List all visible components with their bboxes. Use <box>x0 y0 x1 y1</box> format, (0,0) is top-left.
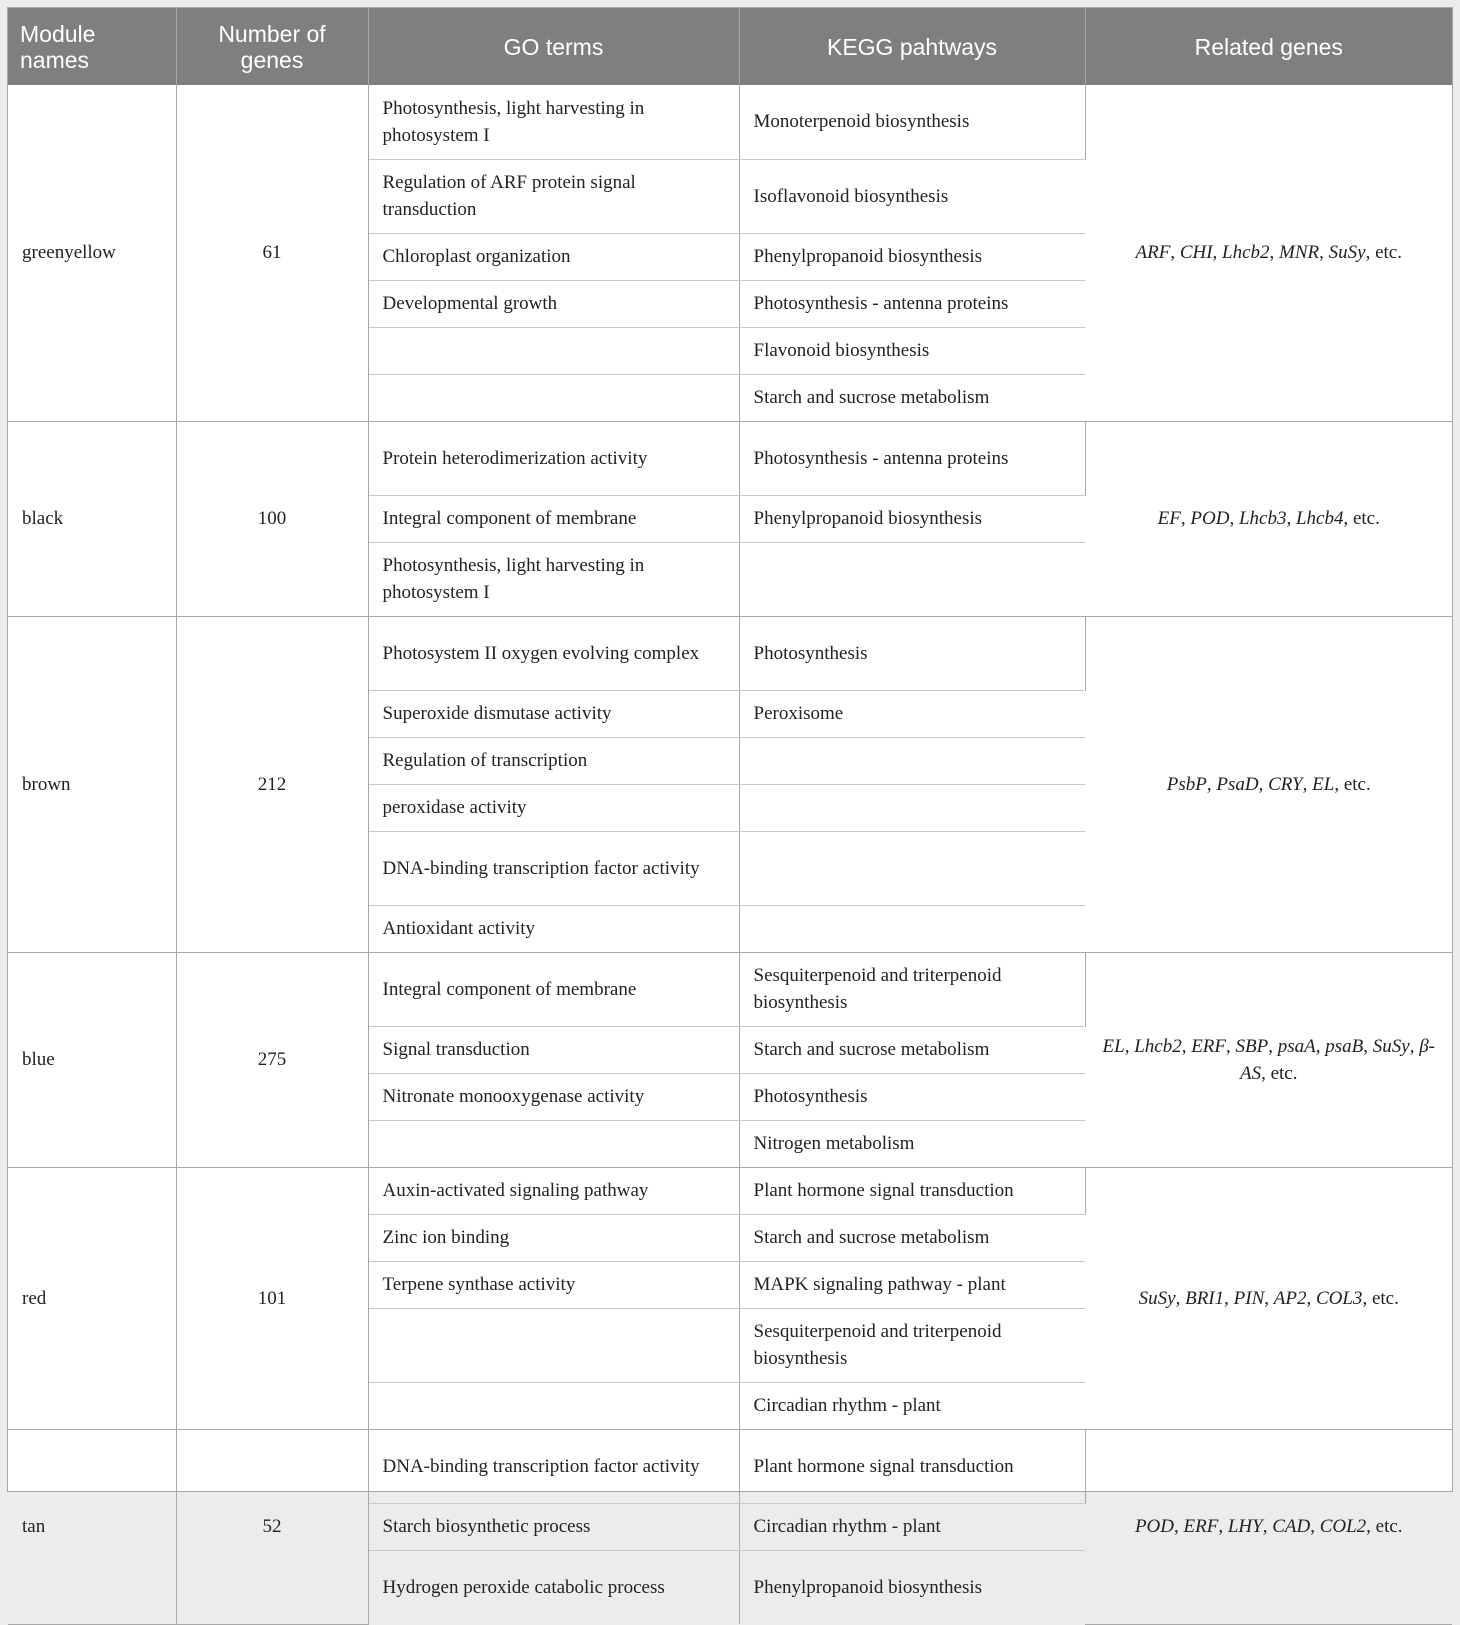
genes-suffix: etc. <box>1270 1062 1298 1084</box>
gene-name: PsbP <box>1166 773 1207 795</box>
gene-count-cell: 212 <box>176 616 368 952</box>
header-number-of-genes: Number of genes <box>176 8 368 85</box>
go-term-cell: Nitronate monooxygenase activity <box>368 1073 739 1120</box>
go-term-cell: Hydrogen peroxide catabolic process <box>368 1550 739 1624</box>
kegg-pathway-cell: Circadian rhythm - plant <box>739 1382 1085 1429</box>
genes-suffix: etc. <box>1375 1516 1403 1537</box>
table-row <box>8 952 1452 1026</box>
module-name-cell: blue <box>8 952 176 1167</box>
kegg-pathway-cell: Starch and sucrose metabolism <box>739 1026 1085 1073</box>
gene-name: ARF <box>1135 242 1171 264</box>
go-term-cell <box>368 1382 739 1429</box>
genes-suffix: etc. <box>1375 242 1402 264</box>
gene-name: BRI1 <box>1185 1287 1225 1309</box>
kegg-pathway-cell <box>739 831 1085 905</box>
go-term-cell: Antioxidant activity <box>368 905 739 952</box>
gene-name: POD <box>1190 508 1230 529</box>
go-term-cell: Photosynthesis, light harvesting in photosystem I <box>368 85 739 159</box>
table-body <box>8 85 1452 1624</box>
gene-name: MNR <box>1279 242 1320 264</box>
table-row <box>8 1167 1452 1214</box>
go-term-cell: Chloroplast organization <box>368 233 739 280</box>
gene-name: CRY <box>1268 773 1303 795</box>
go-term-cell: DNA-binding transcription factor activity <box>368 831 739 905</box>
gene-name: PIN <box>1233 1287 1265 1309</box>
header-go-terms: GO terms <box>368 8 739 85</box>
gene-count-cell: 275 <box>176 952 368 1167</box>
related-genes-cell: EF, POD, Lhcb3, Lhcb4, etc. <box>1085 421 1452 616</box>
kegg-pathway-cell: Starch and sucrose metabolism <box>739 374 1085 421</box>
gene-name: psaA <box>1277 1035 1316 1057</box>
go-term-cell: peroxidase activity <box>368 784 739 831</box>
go-term-cell <box>368 1120 739 1167</box>
kegg-pathway-cell: Photosynthesis - antenna proteins <box>739 421 1085 495</box>
header-kegg-pathways: KEGG pahtways <box>739 8 1085 85</box>
related-genes-cell: ARF, CHI, Lhcb2, MNR, SuSy, etc. <box>1085 85 1452 421</box>
gene-name: EF <box>1157 508 1181 529</box>
kegg-pathway-cell: Monoterpenoid biosynthesis <box>739 85 1085 159</box>
gene-name: Lhcb2 <box>1134 1035 1182 1057</box>
go-term-cell: Signal transduction <box>368 1026 739 1073</box>
go-term-cell: Starch biosynthetic process <box>368 1503 739 1550</box>
gene-name: ERF <box>1183 1516 1219 1537</box>
kegg-pathway-cell <box>739 737 1085 784</box>
related-genes-cell: EL, Lhcb2, ERF, SBP, psaA, psaB, SuSy, β-AS, etc. <box>1085 952 1452 1167</box>
genes-suffix: etc. <box>1371 1287 1399 1309</box>
kegg-pathway-cell <box>739 784 1085 831</box>
kegg-pathway-cell: Flavonoid biosynthesis <box>739 327 1085 374</box>
gene-name: SuSy <box>1328 242 1366 264</box>
kegg-pathway-cell <box>739 905 1085 952</box>
gene-name: POD <box>1134 1516 1174 1537</box>
gene-name: Lhcb3 <box>1238 508 1287 529</box>
gene-count-cell: 52 <box>176 1429 368 1624</box>
go-term-cell: Superoxide dismutase activity <box>368 690 739 737</box>
go-term-cell: Protein heterodimerization activity <box>368 421 739 495</box>
gene-name: CHI <box>1179 242 1213 264</box>
module-name-cell: brown <box>8 616 176 952</box>
go-term-cell: Photosynthesis, light harvesting in photosystem I <box>368 542 739 616</box>
gene-name: SBP <box>1235 1035 1269 1057</box>
table-row <box>8 85 1452 159</box>
module-name-cell: tan <box>8 1429 176 1624</box>
go-term-cell: Terpene synthase activity <box>368 1261 739 1308</box>
kegg-pathway-cell: Photosynthesis - antenna proteins <box>739 280 1085 327</box>
kegg-pathway-cell: Plant hormone signal transduction <box>739 1429 1085 1503</box>
kegg-pathway-cell: Circadian rhythm - plant <box>739 1503 1085 1550</box>
genes-suffix: etc. <box>1343 773 1371 795</box>
kegg-pathway-cell: Sesquiterpenoid and triterpenoid biosynthesis <box>739 1308 1085 1382</box>
related-genes-cell: PsbP, PsaD, CRY, EL, etc. <box>1085 616 1452 952</box>
gene-module-table <box>8 8 1452 1625</box>
gene-count-cell: 101 <box>176 1167 368 1429</box>
gene-count-cell: 100 <box>176 421 368 616</box>
go-term-cell: Zinc ion binding <box>368 1214 739 1261</box>
go-term-cell: Auxin-activated signaling pathway <box>368 1167 739 1214</box>
gene-name: SuSy <box>1138 1287 1176 1309</box>
kegg-pathway-cell: Phenylpropanoid biosynthesis <box>739 495 1085 542</box>
kegg-pathway-cell: Sesquiterpenoid and triterpenoid biosynthesis <box>739 952 1085 1026</box>
go-term-cell: Integral component of membrane <box>368 495 739 542</box>
kegg-pathway-cell: Photosynthesis <box>739 1073 1085 1120</box>
gene-name: Lhcb4 <box>1295 508 1344 529</box>
gene-name: ERF <box>1191 1035 1227 1057</box>
genes-suffix: etc. <box>1352 508 1380 529</box>
gene-name: AP2 <box>1273 1287 1307 1309</box>
kegg-pathway-cell: Phenylpropanoid biosynthesis <box>739 233 1085 280</box>
gene-name: psaB <box>1325 1035 1364 1057</box>
kegg-pathway-cell: Plant hormone signal transduction <box>739 1167 1085 1214</box>
gene-name: SuSy <box>1372 1035 1410 1057</box>
table-row <box>8 616 1452 690</box>
kegg-pathway-cell: Starch and sucrose metabolism <box>739 1214 1085 1261</box>
go-term-cell: Integral component of membrane <box>368 952 739 1026</box>
gene-name: Lhcb2 <box>1222 242 1270 264</box>
go-term-cell: Regulation of transcription <box>368 737 739 784</box>
gene-name: COL2 <box>1319 1516 1367 1537</box>
go-term-cell: DNA-binding transcription factor activity <box>368 1429 739 1503</box>
go-term-cell <box>368 327 739 374</box>
go-term-cell <box>368 374 739 421</box>
go-term-cell: Developmental growth <box>368 280 739 327</box>
kegg-pathway-cell: Isoflavonoid biosynthesis <box>739 159 1085 233</box>
go-term-cell: Photosystem II oxygen evolving complex <box>368 616 739 690</box>
table-row <box>8 1429 1452 1503</box>
go-term-cell <box>368 1308 739 1382</box>
gene-name: CAD <box>1272 1516 1311 1537</box>
gene-name: β-AS <box>1239 1035 1435 1084</box>
header-module-names: Module names <box>8 8 176 85</box>
related-genes-cell: SuSy, BRI1, PIN, AP2, COL3, etc. <box>1085 1167 1452 1429</box>
gene-name: EL <box>1312 773 1335 795</box>
module-name-cell: greenyellow <box>8 85 176 421</box>
kegg-pathway-cell <box>739 542 1085 616</box>
header-related-genes: Related genes <box>1085 8 1452 85</box>
kegg-pathway-cell: Nitrogen metabolism <box>739 1120 1085 1167</box>
gene-count-cell: 61 <box>176 85 368 421</box>
gene-name: EL <box>1102 1035 1125 1057</box>
header-row <box>8 8 1452 85</box>
module-name-cell: red <box>8 1167 176 1429</box>
kegg-pathway-cell: MAPK signaling pathway - plant <box>739 1261 1085 1308</box>
gene-name: PsaD <box>1216 773 1259 795</box>
go-term-cell: Regulation of ARF protein signal transduction <box>368 159 739 233</box>
gene-name: LHY <box>1227 1516 1263 1537</box>
data-table-frame <box>7 7 1453 1598</box>
table-row <box>8 421 1452 495</box>
kegg-pathway-cell: Peroxisome <box>739 690 1085 737</box>
module-name-cell: black <box>8 421 176 616</box>
gene-name: COL3 <box>1315 1287 1363 1309</box>
kegg-pathway-cell: Photosynthesis <box>739 616 1085 690</box>
kegg-pathway-cell: Phenylpropanoid biosynthesis <box>753 1576 983 1598</box>
related-genes-cell: POD, ERF, LHY, CAD, COL2, etc. <box>1085 1429 1452 1624</box>
